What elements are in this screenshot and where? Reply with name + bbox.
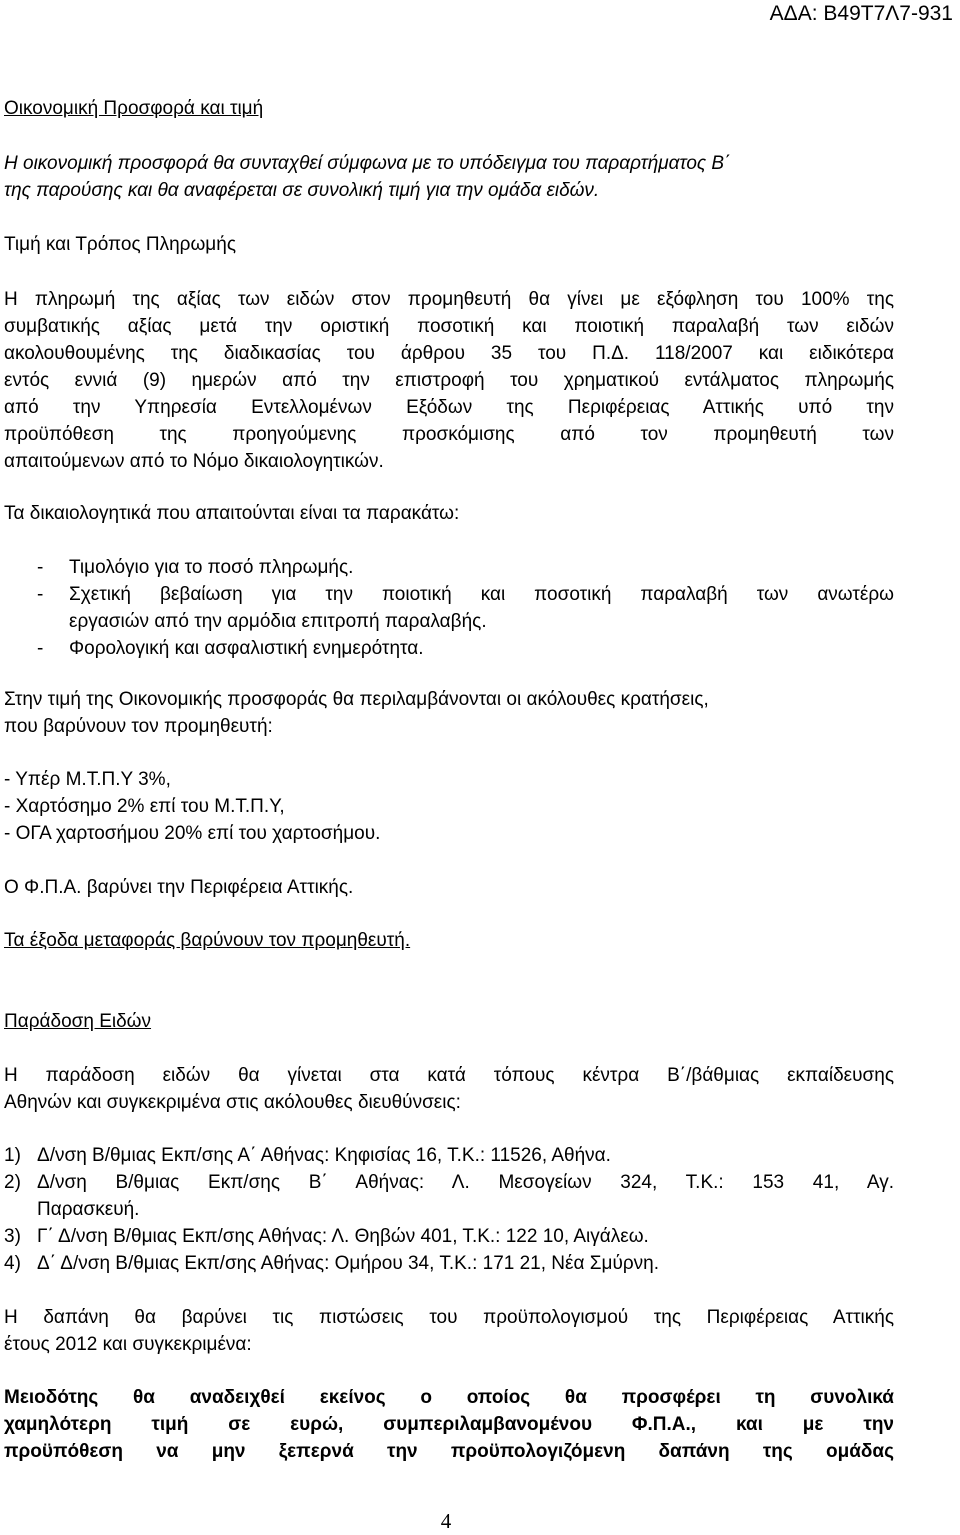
vat-note: Ο Φ.Π.Α. βαρύνει την Περιφέρεια Αττικής. [4,877,354,898]
offer-paragraph [4,150,894,204]
delivery-heading: Παράδοση Ειδών [4,1011,152,1032]
delivery-intro: Η παράδοση ειδών θα γίνεται στα κατά τόπους κέντρα Β΄/βάθμιας εκπαίδευσης Αθηνών και συγκεκριμένα στις ακόλουθες διευθύνσεις: [4,1065,894,1113]
page-number: 4 [440,1509,452,1533]
deductions-intro: Στην τιμή της Οικονομικής προσφοράς θα περιλαμβάνονται οι ακόλουθες κρατήσεις, που βαρύνουν τον προμηθευτή: [4,689,709,737]
docs-list [4,554,894,662]
payment-line: προϋπόθεση της προηγούμενης προσκόμισης από τον προμηθευτή των [4,424,894,445]
list-item: - ΟΓΑ χαρτοσήμου 20% επί του χαρτοσήμου. [4,823,381,844]
deductions-list [4,766,894,847]
list-item: 4) Δ΄ Δ/νση Β/θμιας Εκπ/σης Αθήνας: Ομήρου 34, Τ.Κ.: 171 21, Νέα Σμύρνη. [4,1253,659,1274]
payment-line: από την Υπηρεσία Εντελλομένων Εξόδων της Περιφέρειας Αττικής υπό την [4,397,894,418]
payment-line: συμβατικής αξίας μετά την οριστική ποσοτική και ποιοτική παραλαβή των ειδών [4,316,894,337]
list-item: - Τιμολόγιο για το ποσό πληρωμής. [37,557,354,578]
payment-line: ακολουθουμένης της διαδικασίας του άρθρου 35 του Π.Δ. 118/2007 και ειδικότερα [4,343,894,364]
award-paragraph: Μειοδότης θα αναδειχθεί εκείνος ο οποίος θα προσφέρει τη συνολικά χαμηλότερη τιμή σε ευρώ, συμπεριλαμβανομένου Φ.Π.Α., και με την προϋπόθεση να μην ξεπερνά την προϋπολογιζόμενη δαπάνη της ομάδας [4,1387,894,1462]
offer-line-1: Η οικονομική προσφορά θα συνταχθεί σύμφωνα με το υπόδειγμα του παραρτήματος Β΄ [4,153,731,174]
list-item: 2) Δ/νση Β/θμιας Εκπ/σης Β΄ Αθήνας: Λ. Μεσογείων 324, Τ.Κ.: 153 41, Αγ. Παρασκευή. [4,1172,894,1220]
list-item: 1) Δ/νση Β/θμιας Εκπ/σης Α΄ Αθήνας: Κηφισίας 16, Τ.Κ.: 11526, Αθήνα. [4,1145,611,1166]
budget-paragraph: Η δαπάνη θα βαρύνει τις πιστώσεις του προϋπολογισμού της Περιφέρειας Αττικής έτους 2012 και συγκεκριμένα: [4,1307,894,1355]
payment-paragraph [4,286,894,475]
offer-heading: Οικονομική Προσφορά και τιμή [4,98,264,119]
transport-note: Τα έξοδα μεταφοράς βαρύνουν τον προμηθευτή. [4,930,411,951]
docs-intro: Τα δικαιολογητικά που απαιτούνται είναι τα παρακάτω: [4,503,460,524]
list-item: - Φορολογική και ασφαλιστική ενημερότητα. [37,638,424,659]
list-item: - Χαρτόσημο 2% επί του Μ.Τ.Π.Υ, [4,796,285,817]
payment-line: εντός εννιά (9) ημερών από την επιστροφή του χρηματικού εντάλματος πληρωμής [4,370,894,391]
list-item: 3) Γ΄ Δ/νση Β/θμιας Εκπ/σης Αθήνας: Λ. Θηβών 401, Τ.Κ.: 122 10, Αιγάλεω. [4,1226,649,1247]
list-item: - Υπέρ Μ.Τ.Π.Υ 3%, [4,769,171,790]
payment-line: Η πληρωμή της αξίας των ειδών στον προμηθευτή θα γίνει με εξόφληση του 100% της [4,289,894,310]
address-list [4,1142,894,1277]
payment-line: απαιτούμενων από το Νόμο δικαιολογητικών. [4,451,384,472]
list-item: - Σχετική βεβαίωση για την ποιοτική και ποσοτική παραλαβή των ανωτέρω εργασιών από την αρμόδια επιτροπή παραλαβής. [37,584,894,632]
ada-code: ΑΔΑ: Β49Τ7Λ7-931 [769,2,953,25]
offer-line-2: της παρούσης και θα αναφέρεται σε συνολική τιμή για την ομάδα ειδών. [4,180,600,201]
payment-heading: Τιμή και Τρόπος Πληρωμής [4,234,236,255]
